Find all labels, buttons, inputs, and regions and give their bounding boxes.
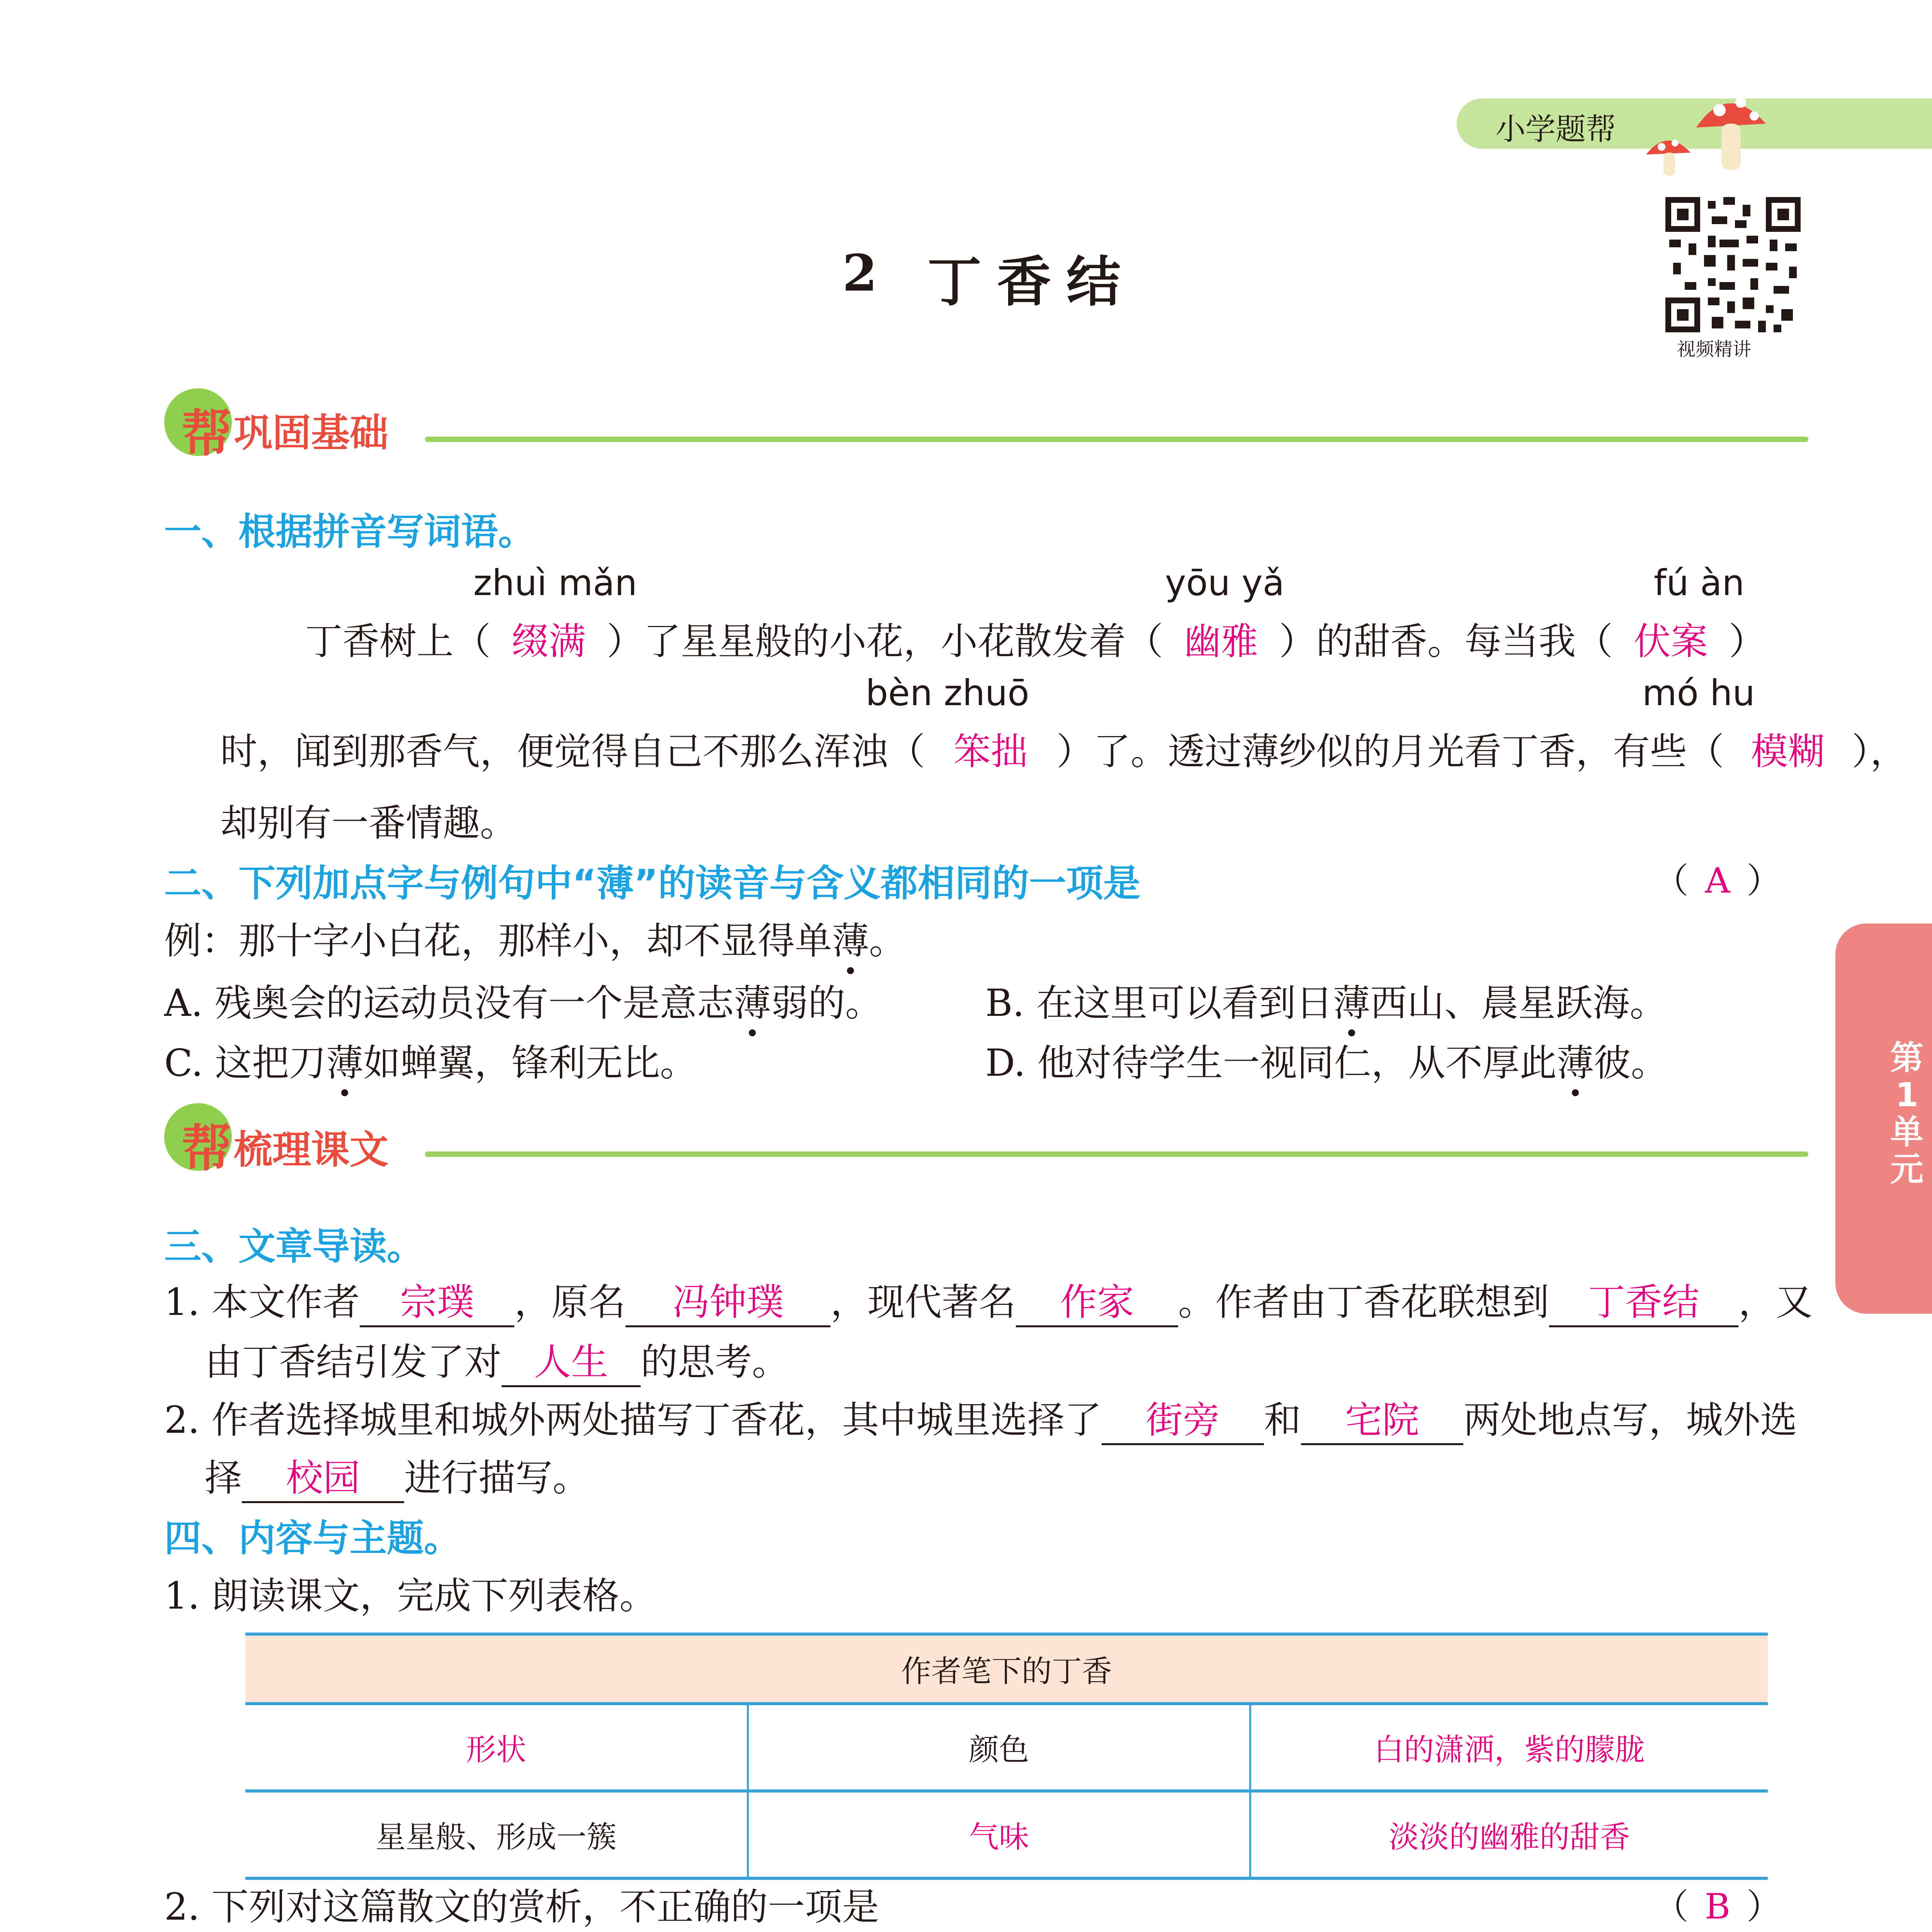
q2-heading: 二、下列加点字与例句中“薄”的读音与含义都相同的一项是 (164, 862, 1141, 905)
unit-tab-char: 第 (1890, 1039, 1923, 1077)
table-row (245, 1791, 1768, 1878)
q2-option-c[interactable]: C. 这把刀薄如蝉翼，锋利无比。 (164, 1041, 697, 1085)
q2-example: 例：那十字小白花，那样小，却不显得单薄。 (164, 919, 906, 963)
lesson-title: 丁香结 (927, 251, 1136, 314)
lesson-number: 2 (842, 243, 878, 303)
table-header-row (245, 1634, 1768, 1704)
unit-tab[interactable] (1835, 923, 1932, 1314)
badge-char: 帮 (182, 1119, 232, 1178)
q1-line-3: 却别有一番情趣。 (220, 801, 517, 845)
badge-char: 帮 (182, 404, 232, 463)
brand-label: 小学题帮 (1495, 112, 1616, 147)
q3-item-2: 2. 作者选择城里和城外两处描写丁香花，其中城里选择了 街旁 和 宅院 两处地点写，城外选 (164, 1393, 1797, 1447)
pinyin: yōu yǎ (1165, 562, 1285, 604)
q3-heading: 三、文章导读。 (164, 1225, 424, 1268)
answer: 宅院 (1301, 1397, 1463, 1445)
mushroom-icon (1638, 70, 1777, 182)
q2-option-a[interactable]: A. 残奥会的运动员没有一个是意志薄弱的。 (164, 981, 883, 1025)
section-badge (164, 386, 234, 463)
table-cell: 形状 (245, 1704, 748, 1791)
qr-caption: 视频精讲 (1677, 338, 1752, 360)
q2-answer-bracket: （ A ） (1654, 854, 1781, 908)
q1-line-2: 时，闻到那香气，便觉得自己不那么浑浊（ 笨拙 ）了。透过薄纱似的月光看丁香，有些（ 模糊 ）， (220, 724, 1907, 779)
pinyin: fú àn (1654, 562, 1745, 604)
answer: 冯钟璞 (626, 1279, 830, 1327)
answer: A (1705, 861, 1730, 901)
unit-tab-char: 单 (1890, 1113, 1923, 1151)
q2-option-b[interactable]: B. 在这里可以看到日薄西山、晨星跃海。 (985, 981, 1667, 1025)
answer: 幽雅 (1184, 620, 1258, 663)
q2-option-d[interactable]: D. 他对待学生一视同仁，从不厚此薄彼。 (985, 1041, 1668, 1085)
answer: 人生 (502, 1339, 641, 1387)
section-title-consolidate: 巩固基础 (234, 410, 388, 456)
table-row (245, 1704, 1768, 1791)
section-divider (425, 1151, 1808, 1157)
q1-line-1: 丁香树上（ 缀满 ）了星星般的小花，小花散发着（ 幽雅 ）的甜香。每当我（ 伏案 ） (305, 614, 1766, 668)
answer: 模糊 (1751, 730, 1825, 773)
q3-item-2b: 择 校园 进行描写。 (205, 1451, 590, 1505)
pinyin: mó hu (1642, 672, 1755, 714)
q3-item-1b: 由丁香结引发了对 人生 的思考。 (205, 1335, 789, 1389)
q4-item-2: 2. 下列对这篇散文的赏析，不正确的一项是 (164, 1885, 879, 1929)
table-cell: 气味 (748, 1791, 1250, 1878)
section-divider (425, 437, 1808, 442)
answer: B (1704, 1886, 1731, 1927)
q4-answer-bracket: （ B ） (1654, 1880, 1781, 1932)
answer: 缀满 (512, 620, 586, 663)
pinyin: bèn zhuō (866, 672, 1029, 714)
table-title: 作者笔下的丁香 (245, 1634, 1768, 1704)
q3-item-1: 1. 本文作者 宗璞 ，原名 冯钟璞 ，现代著名 作家 。作者由丁香花联想到 丁香结 ，又 (164, 1275, 1813, 1329)
answer: 宗璞 (360, 1279, 514, 1327)
table-cell: 淡淡的幽雅的甜香 (1250, 1791, 1768, 1878)
pinyin: zhuì mǎn (473, 562, 638, 604)
answer: 丁香结 (1549, 1279, 1738, 1327)
section-badge (164, 1101, 234, 1178)
table-cell: 颜色 (748, 1704, 1250, 1791)
qr-code[interactable] (1662, 193, 1804, 336)
answer: 伏案 (1634, 620, 1708, 663)
unit-tab-char: 元 (1890, 1150, 1923, 1189)
table-cell: 星星般、形成一簇 (245, 1791, 748, 1878)
q4-heading: 四、内容与主题。 (164, 1517, 461, 1560)
flower-table (245, 1633, 1768, 1880)
table-cell: 白的潇洒，紫的朦胧 (1250, 1704, 1768, 1791)
answer: 街旁 (1102, 1397, 1264, 1445)
unit-tab-char: 1 (1895, 1076, 1918, 1114)
answer: 笨拙 (954, 730, 1028, 773)
q1-heading: 一、根据拼音写词语。 (164, 510, 535, 553)
section-title-review: 梳理课文 (234, 1127, 388, 1172)
answer: 校园 (242, 1455, 404, 1503)
q4-item-1: 1. 朗读课文，完成下列表格。 (164, 1574, 657, 1617)
answer: 作家 (1016, 1279, 1178, 1327)
